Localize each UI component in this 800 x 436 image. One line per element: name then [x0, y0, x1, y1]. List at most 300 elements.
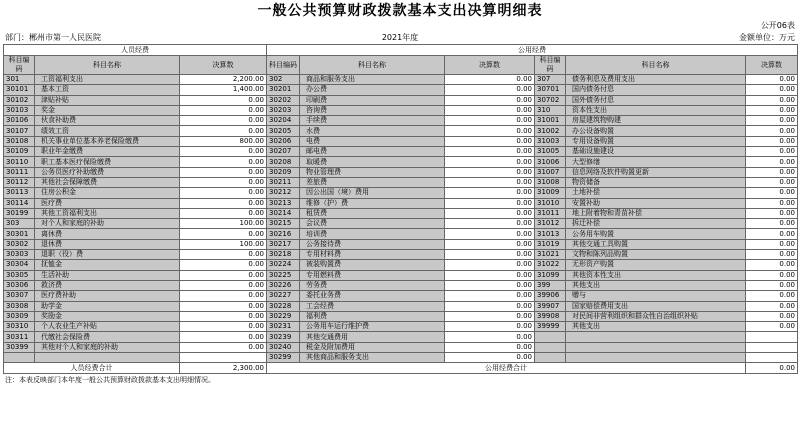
- cell-name-capital: 国家赔偿费用支出: [566, 301, 746, 311]
- cell-code-capital: 31013: [535, 229, 566, 239]
- cell-code-public: 30203: [267, 105, 300, 115]
- cell-code-public: 30225: [267, 270, 300, 280]
- cell-code-capital: 31011: [535, 208, 566, 218]
- cell-code-public: 30213: [267, 198, 300, 208]
- cell-name-personnel: 医疗费: [35, 198, 180, 208]
- cell-code-public: 30231: [267, 322, 300, 332]
- cell-code-public: 30214: [267, 208, 300, 218]
- cell-amount-public: 0.00: [445, 291, 535, 301]
- cell-amount-personnel: 0.00: [180, 332, 267, 342]
- cell-name-personnel: 其他社会保障缴费: [35, 177, 180, 187]
- cell-name-personnel: 代缴社会保险费: [35, 332, 180, 342]
- cell-code-public: 30299: [267, 353, 300, 363]
- cell-amount-capital: 0.00: [746, 85, 798, 95]
- cell-amount-personnel: 0.00: [180, 105, 267, 115]
- cell-amount-capital: [746, 342, 798, 352]
- cell-name-public: 印刷费: [300, 95, 445, 105]
- cell-code-personnel: 30103: [4, 105, 35, 115]
- table-row: [4, 75, 798, 85]
- table-row: [4, 301, 798, 311]
- cell-code-personnel: 30110: [4, 157, 35, 167]
- cell-amount-personnel: 0.00: [180, 301, 267, 311]
- cell-amount-personnel: 100.00: [180, 219, 267, 229]
- cell-amount-public: 0.00: [445, 270, 535, 280]
- cell-name-personnel: 救济费: [35, 280, 180, 290]
- form-number-row: [3, 20, 797, 32]
- cell-amount-personnel: 0.00: [180, 260, 267, 270]
- cell-name-capital: 其他资本性支出: [566, 270, 746, 280]
- cell-amount-capital: 0.00: [746, 322, 798, 332]
- cell-code-capital: 31006: [535, 157, 566, 167]
- cell-name-public: 专用材料费: [300, 250, 445, 260]
- cell-amount-public: 0.00: [445, 157, 535, 167]
- cell-code-personnel: 30307: [4, 291, 35, 301]
- cell-amount-capital: 0.00: [746, 105, 798, 115]
- cell-code-personnel: 30108: [4, 136, 35, 146]
- cell-amount-personnel: 0.00: [180, 116, 267, 126]
- cell-code-personnel: 30306: [4, 280, 35, 290]
- cell-amount-personnel: 0.00: [180, 157, 267, 167]
- cell-amount-capital: 0.00: [746, 95, 798, 105]
- cell-amount-capital: [746, 332, 798, 342]
- cell-code-public: 30206: [267, 136, 300, 146]
- cell-code-capital: 31003: [535, 136, 566, 146]
- table-column-header: [4, 56, 798, 75]
- cell-amount-personnel: 0.00: [180, 95, 267, 105]
- cell-code-capital: 39908: [535, 311, 566, 321]
- cell-amount-public: 0.00: [445, 75, 535, 85]
- table-row: [4, 177, 798, 187]
- cell-name-public: 公务接待费: [300, 239, 445, 249]
- cell-name-capital: 专用设备购置: [566, 136, 746, 146]
- personnel-total-label: 人员经费合计: [4, 363, 180, 374]
- cell-name-public: 邮电费: [300, 147, 445, 157]
- cell-code-capital: 39999: [535, 322, 566, 332]
- table-row: [4, 250, 798, 260]
- cell-name-capital: 其他交通工具购置: [566, 239, 746, 249]
- cell-amount-capital: 0.00: [746, 198, 798, 208]
- cell-code-public: 30212: [267, 188, 300, 198]
- cell-amount-personnel: 0.00: [180, 188, 267, 198]
- fiscal-year: 2021年度: [381, 33, 419, 42]
- cell-name-personnel: 绩效工资: [35, 126, 180, 136]
- cell-name-personnel: 退休费: [35, 239, 180, 249]
- cell-name-capital: 安置补助: [566, 198, 746, 208]
- cell-code-capital: 39906: [535, 291, 566, 301]
- table-row: [4, 167, 798, 177]
- cell-name-public: 劳务费: [300, 280, 445, 290]
- expenditure-table: [3, 44, 798, 374]
- cell-name-public: 税金及附加费用: [300, 342, 445, 352]
- cell-name-public: 因公出国（境）费用: [300, 188, 445, 198]
- cell-code-personnel: [4, 353, 35, 363]
- cell-name-public: 其他交通费用: [300, 332, 445, 342]
- cell-name-personnel: 基本工资: [35, 85, 180, 95]
- table-row: [4, 332, 798, 342]
- cell-amount-capital: 0.00: [746, 219, 798, 229]
- report-title: 一般公共预算财政拨款基本支出决算明细表: [257, 3, 543, 19]
- cell-name-capital: 文物和陈列品购置: [566, 250, 746, 260]
- col-code-2: 科目编码: [267, 56, 300, 75]
- cell-amount-personnel: 0.00: [180, 147, 267, 157]
- cell-amount-public: 0.00: [445, 116, 535, 126]
- cell-code-personnel: 301: [4, 75, 35, 85]
- cell-amount-personnel: [180, 353, 267, 363]
- table-row: [4, 188, 798, 198]
- cell-code-capital: [535, 332, 566, 342]
- table-row: [4, 291, 798, 301]
- table-row: [4, 260, 798, 270]
- cell-name-public: 公务用车运行维护费: [300, 322, 445, 332]
- cell-amount-personnel: 0.00: [180, 280, 267, 290]
- cell-code-public: 30218: [267, 250, 300, 260]
- cell-code-capital: 31009: [535, 188, 566, 198]
- cell-amount-capital: 0.00: [746, 75, 798, 85]
- cell-name-public: 手续费: [300, 116, 445, 126]
- table-row: [4, 270, 798, 280]
- cell-name-personnel: 公务员医疗补助缴费: [35, 167, 180, 177]
- cell-name-personnel: 住房公积金: [35, 188, 180, 198]
- personnel-total-value: 2,300.00: [180, 363, 267, 374]
- table-row: [4, 147, 798, 157]
- cell-name-personnel: 抚恤金: [35, 260, 180, 270]
- cell-code-public: 30202: [267, 95, 300, 105]
- cell-name-personnel: [35, 353, 180, 363]
- cell-code-capital: 31010: [535, 198, 566, 208]
- cell-name-personnel: 伙食补助费: [35, 116, 180, 126]
- cell-code-capital: 39907: [535, 301, 566, 311]
- cell-amount-public: 0.00: [445, 311, 535, 321]
- cell-amount-public: 0.00: [445, 229, 535, 239]
- cell-amount-public: 0.00: [445, 85, 535, 95]
- cell-name-capital: 基础设施建设: [566, 147, 746, 157]
- cell-name-public: 差旅费: [300, 177, 445, 187]
- cell-name-personnel: 离休费: [35, 229, 180, 239]
- cell-amount-public: 0.00: [445, 353, 535, 363]
- cell-code-public: 30216: [267, 229, 300, 239]
- cell-name-capital: [566, 342, 746, 352]
- cell-name-personnel: 生活补助: [35, 270, 180, 280]
- cell-amount-capital: 0.00: [746, 250, 798, 260]
- cell-amount-capital: 0.00: [746, 136, 798, 146]
- cell-amount-public: 0.00: [445, 260, 535, 270]
- cell-code-capital: [535, 353, 566, 363]
- cell-name-personnel: 其他对个人和家庭的补助: [35, 342, 180, 352]
- unit-label: 金额单位：万元: [739, 33, 795, 42]
- cell-name-public: 福利费: [300, 311, 445, 321]
- table-row: [4, 280, 798, 290]
- cell-code-public: 30209: [267, 167, 300, 177]
- cell-code-capital: 399: [535, 280, 566, 290]
- table-row: [4, 198, 798, 208]
- cell-code-public: 30204: [267, 116, 300, 126]
- cell-amount-public: 0.00: [445, 177, 535, 187]
- cell-name-personnel: 机关事业单位基本养老保险缴费: [35, 136, 180, 146]
- cell-amount-personnel: 0.00: [180, 270, 267, 280]
- cell-amount-capital: 0.00: [746, 167, 798, 177]
- col-code-1: 科目编码: [4, 56, 35, 75]
- cell-name-personnel: 职工基本医疗保险缴费: [35, 157, 180, 167]
- cell-code-personnel: 30112: [4, 177, 35, 187]
- cell-name-public: 咨询费: [300, 105, 445, 115]
- cell-code-capital: 31012: [535, 219, 566, 229]
- table-note: 注：本表反映部门本年度一般公共预算财政拨款基本支出明细情况。: [5, 376, 215, 385]
- cell-name-capital: 土地补偿: [566, 188, 746, 198]
- cell-amount-capital: 0.00: [746, 239, 798, 249]
- cell-amount-personnel: 0.00: [180, 167, 267, 177]
- cell-amount-public: 0.00: [445, 301, 535, 311]
- cell-amount-personnel: 0.00: [180, 311, 267, 321]
- cell-name-capital: 对民间非营利组织和群众性自治组织补贴: [566, 311, 746, 321]
- cell-code-personnel: 30303: [4, 250, 35, 260]
- table-row: [4, 85, 798, 95]
- cell-code-public: 30211: [267, 177, 300, 187]
- cell-amount-capital: [746, 353, 798, 363]
- cell-name-personnel: 奖金: [35, 105, 180, 115]
- cell-code-capital: 30701: [535, 85, 566, 95]
- cell-code-capital: [535, 342, 566, 352]
- cell-name-capital: 国外债务付息: [566, 95, 746, 105]
- cell-amount-public: 0.00: [445, 126, 535, 136]
- cell-code-personnel: 30310: [4, 322, 35, 332]
- cell-code-capital: 31005: [535, 147, 566, 157]
- cell-name-public: 取暖费: [300, 157, 445, 167]
- table-row: [4, 105, 798, 115]
- cell-code-personnel: 30309: [4, 311, 35, 321]
- cell-amount-personnel: 0.00: [180, 229, 267, 239]
- cell-name-public: 专用燃料费: [300, 270, 445, 280]
- cell-amount-public: 0.00: [445, 250, 535, 260]
- cell-amount-capital: 0.00: [746, 177, 798, 187]
- cell-name-public: 商品和服务支出: [300, 75, 445, 85]
- cell-code-personnel: 30301: [4, 229, 35, 239]
- personnel-header: 人员经费: [4, 45, 267, 56]
- table-row: [4, 353, 798, 363]
- cell-code-personnel: 30111: [4, 167, 35, 177]
- cell-name-personnel: 助学金: [35, 301, 180, 311]
- cell-code-public: 30226: [267, 280, 300, 290]
- cell-name-capital: 无形资产购置: [566, 260, 746, 270]
- cell-amount-personnel: 0.00: [180, 342, 267, 352]
- cell-amount-capital: 0.00: [746, 301, 798, 311]
- cell-amount-public: 0.00: [445, 105, 535, 115]
- table-row: [4, 95, 798, 105]
- cell-name-personnel: 工资福利支出: [35, 75, 180, 85]
- cell-code-public: 30205: [267, 126, 300, 136]
- col-name-1: 科目名称: [35, 56, 180, 75]
- table-group-header: [4, 45, 798, 56]
- col-amount-3: 决算数: [746, 56, 798, 75]
- cell-amount-capital: 0.00: [746, 280, 798, 290]
- cell-name-personnel: 退职（役）费: [35, 250, 180, 260]
- cell-name-capital: 房屋建筑物购建: [566, 116, 746, 126]
- cell-amount-personnel: 2,200.00: [180, 75, 267, 85]
- cell-code-public: 30227: [267, 291, 300, 301]
- cell-code-personnel: 30102: [4, 95, 35, 105]
- cell-amount-public: 0.00: [445, 219, 535, 229]
- cell-amount-capital: 0.00: [746, 208, 798, 218]
- cell-name-personnel: 对个人和家庭的补助: [35, 219, 180, 229]
- cell-code-capital: 31099: [535, 270, 566, 280]
- col-amount-1: 决算数: [180, 56, 267, 75]
- table-row: [4, 229, 798, 239]
- cell-code-personnel: 30304: [4, 260, 35, 270]
- cell-code-public: 30224: [267, 260, 300, 270]
- cell-name-public: 被装购置费: [300, 260, 445, 270]
- cell-code-personnel: 30114: [4, 198, 35, 208]
- cell-amount-capital: 0.00: [746, 147, 798, 157]
- public-total-label: 公用经费合计: [267, 363, 746, 374]
- cell-amount-public: 0.00: [445, 136, 535, 146]
- cell-name-capital: 资本性支出: [566, 105, 746, 115]
- table-row: [4, 311, 798, 321]
- cell-name-public: 物业管理费: [300, 167, 445, 177]
- cell-name-personnel: 个人农业生产补贴: [35, 322, 180, 332]
- cell-name-public: 维修（护）费: [300, 198, 445, 208]
- table-row: [4, 157, 798, 167]
- cell-code-public: 30207: [267, 147, 300, 157]
- cell-amount-public: 0.00: [445, 342, 535, 352]
- cell-amount-public: 0.00: [445, 208, 535, 218]
- cell-name-public: 租赁费: [300, 208, 445, 218]
- cell-code-personnel: 30113: [4, 188, 35, 198]
- cell-amount-personnel: 0.00: [180, 322, 267, 332]
- cell-code-personnel: 30302: [4, 239, 35, 249]
- cell-name-capital: 物资储备: [566, 177, 746, 187]
- cell-amount-capital: 0.00: [746, 229, 798, 239]
- cell-amount-personnel: 800.00: [180, 136, 267, 146]
- cell-name-personnel: 津贴补贴: [35, 95, 180, 105]
- cell-code-public: 30229: [267, 311, 300, 321]
- cell-name-public: 工会经费: [300, 301, 445, 311]
- cell-code-personnel: 30305: [4, 270, 35, 280]
- cell-code-capital: 30702: [535, 95, 566, 105]
- cell-amount-personnel: 0.00: [180, 250, 267, 260]
- cell-amount-personnel: 0.00: [180, 291, 267, 301]
- cell-amount-personnel: 0.00: [180, 126, 267, 136]
- cell-code-public: 30215: [267, 219, 300, 229]
- cell-name-capital: 国内债务付息: [566, 85, 746, 95]
- cell-name-personnel: 奖励金: [35, 311, 180, 321]
- cell-amount-capital: 0.00: [746, 188, 798, 198]
- cell-amount-capital: 0.00: [746, 116, 798, 126]
- cell-name-personnel: 其他工资福利支出: [35, 208, 180, 218]
- cell-code-personnel: 30106: [4, 116, 35, 126]
- cell-amount-capital: 0.00: [746, 157, 798, 167]
- cell-code-public: 30201: [267, 85, 300, 95]
- cell-code-capital: 307: [535, 75, 566, 85]
- cell-code-personnel: 30107: [4, 126, 35, 136]
- cell-name-public: 其他商品和服务支出: [300, 353, 445, 363]
- cell-amount-public: 0.00: [445, 188, 535, 198]
- cell-name-public: 委托业务费: [300, 291, 445, 301]
- col-name-2: 科目名称: [300, 56, 445, 75]
- cell-amount-capital: 0.00: [746, 270, 798, 280]
- cell-code-public: 302: [267, 75, 300, 85]
- cell-code-personnel: 30199: [4, 208, 35, 218]
- cell-name-public: 电费: [300, 136, 445, 146]
- cell-code-capital: 31002: [535, 126, 566, 136]
- cell-name-capital: [566, 353, 746, 363]
- cell-amount-personnel: 1,400.00: [180, 85, 267, 95]
- cell-amount-capital: 0.00: [746, 311, 798, 321]
- table-row: [4, 126, 798, 136]
- table-row: [4, 208, 798, 218]
- col-amount-2: 决算数: [445, 56, 535, 75]
- cell-amount-personnel: 100.00: [180, 239, 267, 249]
- cell-name-capital: 其他支出: [566, 322, 746, 332]
- cell-amount-public: 0.00: [445, 239, 535, 249]
- cell-amount-capital: 0.00: [746, 291, 798, 301]
- cell-code-public: 30208: [267, 157, 300, 167]
- cell-amount-public: 0.00: [445, 198, 535, 208]
- report-meta-row: [3, 32, 797, 44]
- table-row: [4, 136, 798, 146]
- col-code-3: 科目编码: [535, 56, 566, 75]
- cell-amount-capital: 0.00: [746, 260, 798, 270]
- cell-amount-capital: 0.00: [746, 126, 798, 136]
- cell-name-capital: 信息网络及软件购置更新: [566, 167, 746, 177]
- col-name-3: 科目名称: [566, 56, 746, 75]
- table-row: [4, 239, 798, 249]
- cell-code-personnel: 30101: [4, 85, 35, 95]
- cell-code-personnel: 30399: [4, 342, 35, 352]
- cell-amount-public: 0.00: [445, 95, 535, 105]
- cell-code-capital: 31001: [535, 116, 566, 126]
- cell-name-public: 培训费: [300, 229, 445, 239]
- cell-name-personnel: 职业年金缴费: [35, 147, 180, 157]
- cell-name-public: 办公费: [300, 85, 445, 95]
- cell-amount-public: 0.00: [445, 147, 535, 157]
- cell-code-public: 30228: [267, 301, 300, 311]
- cell-code-public: 30240: [267, 342, 300, 352]
- cell-amount-personnel: 0.00: [180, 177, 267, 187]
- table-row: [4, 342, 798, 352]
- cell-name-capital: 拆迁补偿: [566, 219, 746, 229]
- table-row: [4, 322, 798, 332]
- table-row: [4, 219, 798, 229]
- total-row: [4, 363, 798, 374]
- cell-amount-personnel: 0.00: [180, 208, 267, 218]
- cell-code-capital: 310: [535, 105, 566, 115]
- cell-code-public: 30239: [267, 332, 300, 342]
- cell-amount-public: 0.00: [445, 332, 535, 342]
- cell-name-capital: 大型修缮: [566, 157, 746, 167]
- cell-amount-public: 0.00: [445, 322, 535, 332]
- cell-name-personnel: 医疗费补助: [35, 291, 180, 301]
- cell-name-capital: 地上附着物和青苗补偿: [566, 208, 746, 218]
- cell-code-personnel: 30109: [4, 147, 35, 157]
- cell-code-capital: 31021: [535, 250, 566, 260]
- cell-code-capital: 31022: [535, 260, 566, 270]
- form-number: 公开06表: [760, 21, 795, 30]
- cell-name-capital: 其他支出: [566, 280, 746, 290]
- cell-amount-public: 0.00: [445, 167, 535, 177]
- cell-name-capital: 办公设备购置: [566, 126, 746, 136]
- cell-name-capital: [566, 332, 746, 342]
- cell-name-capital: 债务利息及费用支出: [566, 75, 746, 85]
- public-header: 公用经费: [267, 45, 798, 56]
- cell-name-capital: 公务用车购置: [566, 229, 746, 239]
- cell-code-personnel: 30311: [4, 332, 35, 342]
- cell-code-capital: 31019: [535, 239, 566, 249]
- cell-name-public: 会议费: [300, 219, 445, 229]
- cell-code-personnel: 30308: [4, 301, 35, 311]
- department-label: 部门：郴州市第一人民医院: [5, 33, 101, 42]
- cell-code-capital: 31008: [535, 177, 566, 187]
- cell-code-personnel: 303: [4, 219, 35, 229]
- cell-name-capital: 赠与: [566, 291, 746, 301]
